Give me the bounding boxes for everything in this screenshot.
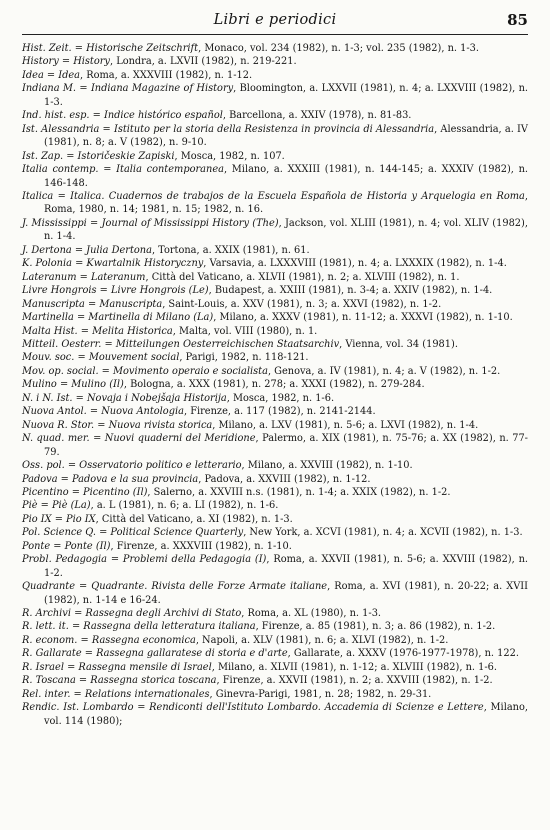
periodical-entry: History = History, Londra, a. LXVII (1982), n. 219-221. <box>22 56 297 68</box>
periodical-entry: Oss. pol. = Osservatorio politico e letterario, Milano, a. XXVIII (1982), n. 1-10. <box>22 460 413 472</box>
periodical-entry: K. Polonia = Kwartalnik Historyczny, Varsavia, a. LXXXVIII (1981), n. 4; a. LXXXIX (1982), n. 1-4. <box>22 258 507 270</box>
entry-full-title: Movimento operaio e socialista <box>113 365 268 377</box>
entry-abbreviation: Malta Hist. <box>22 325 78 337</box>
entry-details: , Roma, a. XL (1980), n. 1-3. <box>241 608 382 620</box>
entry-abbreviation: Rendic. Ist. Lombardo <box>22 702 134 714</box>
entry-details: , Milano, vol. 114 (1980); <box>44 702 528 727</box>
periodical-entry: R. Gallarate = Rassegna gallaratese di storia e d'arte, Gallarate, a. XXXV (1976-1977-1978), n. 122. <box>22 648 519 660</box>
entry-abbreviation: R. Israel <box>22 661 64 673</box>
entry-details: , Tortona, a. XXIX (1981), n. 61. <box>151 244 310 256</box>
periodical-entry: Picentino = Picentino (Il), Salerno, a. XXVIII n.s. (1981), n. 1-4; a. XXIX (1982), n. 1-2. <box>22 486 451 498</box>
entry-full-title: Italia contemporanea <box>116 164 224 176</box>
entry-abbreviation: Italia contemp. <box>22 164 99 176</box>
entry-details: , Roma, a. XXVII (1981), n. 5-6; a. XXVIII (1982), n. 1-2. <box>44 554 529 579</box>
entry-details: , Milano, a. XLVII (1981), n. 1-12; a. XLVIII (1982), n. 1-6. <box>211 661 498 673</box>
entry-full-title: Nuova rivista storica <box>108 419 213 431</box>
periodical-entry: Padova = Padova e la sua provincia, Padova, a. XXVIII (1982), n. 1-12. <box>22 473 371 485</box>
periodical-entry: Quadrante = Quadrante. Rivista delle Forze Armate italiane, Roma, a. XVI (1981), n. 20-22; a. XVII (1982), n. 1-14 e 16-24. <box>22 581 529 606</box>
entry-abbreviation: Quadrante <box>22 581 76 593</box>
entry-full-title: Rendiconti dell'Istituto Lombardo. Accademia di Scienze e Lettere <box>149 702 484 714</box>
entry-abbreviation: Probl. Pedagogia <box>22 554 108 566</box>
entry-details: , Firenze, a. XXVII (1981), n. 2; a. XXVIII (1982), n. 1-2. <box>216 675 493 687</box>
periodical-entry: Ponte = Ponte (Il), Firenze, a. XXXVIII (1982), n. 1-10. <box>22 540 292 552</box>
entry-details: , Alessandria, a. IV (1981), n. 8; a. V (1982), n. 9-10. <box>44 123 528 149</box>
entry-full-title: Picentino (Il) <box>83 486 148 498</box>
entry-details: , Firenze, a. XXXVIII (1982), n. 1-10. <box>110 540 292 552</box>
periodical-entry: Piè = Piè (La), a. L (1981), n. 6; a. LI (1982), n. 1-6. <box>22 500 279 512</box>
entry-full-title: Relations internationales <box>84 688 210 700</box>
entry-full-title: Rassegna mensile di Israel <box>78 661 212 673</box>
entry-full-title: Ponte (Il) <box>64 540 111 552</box>
entry-abbreviation: Indiana M. <box>22 83 77 95</box>
entry-details: , Parigi, 1982, n. 118-121. <box>179 352 309 364</box>
entry-details: , Città del Vaticano, a. XLVII (1981), n. 2; a. XLVIII (1982), n. 1. <box>145 271 460 283</box>
entry-abbreviation: Manuscripta <box>22 298 85 310</box>
entry-details: , Roma, a. XVI (1981), n. 20-22; a. XVII (1982), n. 1-14 e 16-24. <box>44 581 529 606</box>
entry-details: , Milano, a. XXVIII (1982), n. 1-10. <box>241 460 413 472</box>
periodical-entry: J. Dertona = Julia Dertona, Tortona, a. XXIX (1981), n. 61. <box>22 244 310 256</box>
entry-full-title: Rassegna gallaratese di storia e d'arte <box>96 648 288 660</box>
entry-abbreviation: Ist. Zap. <box>22 150 64 162</box>
periodical-entry: Martinella = Martinella di Milano (La), Milano, a. XXXV (1981), n. 11-12; a. XXXVI (1982), n. 1-10. <box>22 312 513 324</box>
entry-full-title: Julia Dertona <box>86 244 152 256</box>
periodical-entry: Ist. Zap. = Istoričeskie Zapiski, Mosca, 1982, n. 107. <box>22 150 285 162</box>
running-title: Libri e periodici <box>213 12 337 28</box>
entry-details: , Jackson, vol. XLIII (1981), n. 4; vol. XLIV (1982), n. 1-4. <box>44 217 528 243</box>
periodical-entry: Mouv. soc. = Mouvement social, Parigi, 1982, n. 118-121. <box>22 352 309 364</box>
periodical-entry: Nuova R. Stor. = Nuova rivista storica, Milano, a. LXV (1981), n. 5-6; a. LXVI (1982), n. 1-4. <box>22 419 479 431</box>
periodical-entry: Pio IX = Pio IX, Città del Vaticano, a. XI (1982), n. 1-3. <box>22 513 293 525</box>
entry-details: , Bologna, a. XXX (1981), n. 278; a. XXXI (1982), n. 279-284. <box>123 379 425 391</box>
entry-full-title: Rassegna degli Archivi di Stato <box>85 608 242 620</box>
entry-abbreviation: Mulino <box>22 379 57 391</box>
entry-abbreviation: Hist. Zeit. <box>22 43 72 54</box>
periodical-entry: Ind. hist. esp. = Indice histórico español, Barcellona, a. XXIV (1978), n. 81-83. <box>22 110 412 122</box>
entry-details: , Genova, a. IV (1981), n. 4; a. V (1982), n. 1-2. <box>267 365 501 377</box>
entry-full-title: Martinella di Milano (La) <box>88 312 214 324</box>
entry-abbreviation: R. Gallarate <box>22 648 82 660</box>
entry-abbreviation: Mouv. soc. <box>22 352 75 364</box>
entry-full-title: Lateranum <box>90 271 146 283</box>
periodical-entry: Hist. Zeit. = Historische Zeitschrift, Monaco, vol. 234 (1982), n. 1-3; vol. 235 (1982), n. 1-3. <box>22 43 479 54</box>
entry-details: , Milano, a. XXXV (1981), n. 11-12; a. XXXVI (1982), n. 1-10. <box>213 312 513 324</box>
entry-abbreviation: J. Mississippi <box>22 217 87 229</box>
page-number: 85 <box>507 11 528 29</box>
entry-abbreviation: Pol. Science Q. <box>22 527 96 539</box>
entry-abbreviation: Picentino <box>22 486 69 498</box>
periodical-entry: N. quad. mer. = Nuovi quaderni del Meridione, Palermo, a. XIX (1981), n. 75-76; a. XX (1982), n. 77-79. <box>22 433 528 458</box>
periodical-entry: Rendic. Ist. Lombardo = Rendiconti dell'Istituto Lombardo. Accademia di Scienze e Lettere, Milano, vol. 114 (1980); <box>22 702 528 727</box>
entry-abbreviation: N. quad. mer. <box>22 433 90 445</box>
entry-full-title: Nuovi quaderni del Meridione <box>104 433 256 445</box>
running-header <box>22 10 528 35</box>
entry-abbreviation: Oss. pol. <box>22 460 65 472</box>
entry-abbreviation: Idea <box>22 69 44 81</box>
periodical-entry: R. Toscana = Rassegna storica toscana, Firenze, a. XXVII (1981), n. 2; a. XXVIII (1982), n. 1-2. <box>22 675 493 687</box>
entry-details: , Ginevra-Parigi, 1981, n. 28; 1982, n. 29-31. <box>209 688 432 700</box>
entry-abbreviation: Pio IX <box>22 513 52 525</box>
entry-full-title: Padova e la sua provincia <box>71 473 199 485</box>
entry-abbreviation: Ind. hist. esp. <box>22 110 90 122</box>
entry-full-title: Mouvement social <box>88 352 180 364</box>
periodical-entry: Lateranum = Lateranum, Città del Vaticano, a. XLVII (1981), n. 2; a. XLVIII (1982), n. 1. <box>22 271 460 283</box>
periodical-entry: J. Mississippi = Journal of Mississippi History (The), Jackson, vol. XLIII (1981), n. 4; vol. XLIV (1982), n. 1-4. <box>22 217 528 243</box>
periodical-entry: Pol. Science Q. = Political Science Quarterly, New York, a. XCVI (1981), n. 4; a. XCVII (1982), n. 1-3. <box>22 527 523 539</box>
entry-abbreviation: Mitteil. Oesterr. <box>22 338 102 350</box>
entry-full-title: Mitteilungen Oesterreichischen Staatsarchiv <box>115 338 340 350</box>
entry-full-title: Journal of Mississippi History (The) <box>101 217 279 229</box>
periodical-entry: R. Archivi = Rassegna degli Archivi di Stato, Roma, a. XL (1980), n. 1-3. <box>22 608 382 620</box>
periodical-entry: Livre Hongrois = Livre Hongrois (Le), Budapest, a. XXIII (1981), n. 3-4; a. XXIV (1982), n. 1-4. <box>22 285 493 297</box>
entry-abbreviation: N. i N. Ist. <box>22 392 73 404</box>
periodical-entry: Italia contemp. = Italia contemporanea, Milano, a. XXXIII (1981), n. 144-145; a. XXXIV (1982), n. 146-148. <box>22 164 528 189</box>
periodical-entry: Malta Hist. = Melita Historica, Malta, vol. VIII (1980), n. 1. <box>22 325 318 337</box>
entry-details: , Budapest, a. XXIII (1981), n. 3-4; a. XXIV (1982), n. 1-4. <box>208 285 493 297</box>
entry-abbreviation: Lateranum <box>22 271 77 283</box>
periodical-entry: R. Israel = Rassegna mensile di Israel, Milano, a. XLVII (1981), n. 1-12; a. XLVIII (1982), n. 1-6. <box>22 661 498 673</box>
entry-full-title: Rassegna economica <box>91 634 196 646</box>
periodical-entry: Mov. op. social. = Movimento operaio e socialista, Genova, a. IV (1981), n. 4; a. V (1982), n. 1-2. <box>22 365 501 377</box>
entry-details: , Roma, 1980, n. 14; 1981, n. 15; 1982, n. 16. <box>44 190 529 216</box>
entry-abbreviation: Ponte <box>22 540 51 552</box>
entry-details: , Londra, a. LXVII (1982), n. 219-221. <box>109 56 297 68</box>
entry-full-title: Historische Zeitschrift <box>86 43 199 54</box>
entry-details: , Varsavia, a. LXXXVIII (1981), n. 4; a. LXXXIX (1982), n. 1-4. <box>203 258 507 270</box>
entry-full-title: Nuova Antologia <box>101 406 184 418</box>
entry-details: , Barcellona, a. XXIV (1978), n. 81-83. <box>222 110 412 122</box>
periodical-entry: Ist. Alessandria = Istituto per la storia della Resistenza in provincia di Alessandria, Alessandria, a. IV (1981), n. 8; a. V (1982), n. 9-10. <box>22 123 528 149</box>
entry-full-title: Piè (La) <box>51 500 91 512</box>
entry-full-title: History <box>73 56 110 68</box>
entry-details: , Città del Vaticano, a. XI (1982), n. 1-3. <box>95 513 293 525</box>
entry-details: , a. L (1981), n. 6; a. LI (1982), n. 1-6. <box>90 500 279 512</box>
entry-details: , Monaco, vol. 234 (1982), n. 1-3; vol. 235 (1982), n. 1-3. <box>198 43 479 54</box>
entry-full-title: Rassegna storica toscana <box>90 675 217 687</box>
periodical-entry: Mitteil. Oesterr. = Mitteilungen Oesterreichischen Staatsarchiv, Vienna, vol. 34 (1981). <box>22 338 458 350</box>
periodical-entry: Idea = Idea, Roma, a. XXXVIII (1982), n. 1-12. <box>22 69 253 81</box>
entry-full-title: Istoričeskie Zapiski <box>77 150 175 162</box>
entry-details: , Mosca, 1982, n. 1-6. <box>226 392 335 404</box>
entry-full-title: Mulino (Il) <box>71 379 124 391</box>
entry-full-title: Livre Hongrois (Le) <box>110 285 209 297</box>
entry-details: , Gallarate, a. XXXV (1976-1977-1978), n. 122. <box>287 648 519 660</box>
periodical-entry: R. lett. it. = Rassegna della letteratura italiana, Firenze, a. 85 (1981), n. 3; a. 86 (1982), n. 1-2. <box>22 621 496 633</box>
periodical-entry: Indiana M. = Indiana Magazine of History, Bloomington, a. LXXVII (1981), n. 4; a. LXXVIII (1982), n. 1-3. <box>22 83 529 108</box>
entry-details: , Napoli, a. XLV (1981), n. 6; a. XLVI (1982), n. 1-2. <box>195 634 449 646</box>
entry-details: , Padova, a. XXVIII (1982), n. 1-12. <box>198 473 371 485</box>
periodical-entry: Rel. inter. = Relations internationales, Ginevra-Parigi, 1981, n. 28; 1982, n. 29-31. <box>22 688 432 700</box>
entry-details: , New York, a. XCVI (1981), n. 4; a. XCVII (1982), n. 1-3. <box>243 527 523 539</box>
entry-abbreviation: Mov. op. social. <box>22 365 99 377</box>
entry-full-title: Novaja i Nobejšaja Historija <box>86 392 227 404</box>
entry-abbreviation: Ist. Alessandria <box>22 123 100 135</box>
entry-abbreviation: Martinella <box>22 312 74 324</box>
entry-full-title: Indice histórico español <box>103 110 223 122</box>
entry-abbreviation: Italica <box>22 190 54 202</box>
entry-abbreviation: Padova <box>22 473 58 485</box>
entry-abbreviation: J. Dertona <box>22 244 72 256</box>
entry-details: , Milano, a. LXV (1981), n. 5-6; a. LXVI (1982), n. 1-4. <box>212 419 479 431</box>
entry-full-title: Kwartalnik Historyczny <box>86 258 204 270</box>
entry-full-title: Political Science Quarterly <box>110 527 244 539</box>
entry-abbreviation: R. econom. <box>22 634 78 646</box>
entry-details: , Malta, vol. VIII (1980), n. 1. <box>172 325 318 337</box>
entry-abbreviation: Livre Hongrois <box>22 285 97 297</box>
entry-full-title: Quadrante. Rivista delle Forze Armate italiane <box>91 581 328 593</box>
periodical-entry: Manuscripta = Manuscripta, Saint-Louis, a. XXV (1981), n. 3; a. XXVI (1982), n. 1-2. <box>22 298 442 310</box>
periodicals-list <box>22 42 528 728</box>
entry-details: , Firenze, a. 85 (1981), n. 3; a. 86 (1982), n. 1-2. <box>255 621 496 633</box>
periodical-entry: Probl. Pedagogia = Problemi della Pedagogia (I), Roma, a. XXVII (1981), n. 5-6; a. XXVIII (1982), n. 1-2. <box>22 554 529 579</box>
entry-abbreviation: K. Polonia <box>22 258 72 270</box>
entry-abbreviation: History <box>22 56 59 68</box>
entry-details: , Vienna, vol. 34 (1981). <box>339 338 458 350</box>
entry-full-title: Idea <box>58 69 80 81</box>
entry-full-title: Pio IX <box>66 513 96 525</box>
entry-details: , Milano, a. XXXIII (1981), n. 144-145; a. XXXIV (1982), n. 146-148. <box>44 164 528 189</box>
periodical-entry: Italica = Italica. Cuadernos de trabajos de la Escuela Española de Historia y Arquelogia en Roma, Roma, 1980, n. 14; 1981, n. 15; 1982, n. 16. <box>22 190 529 216</box>
periodical-entry: R. econom. = Rassegna economica, Napoli, a. XLV (1981), n. 6; a. XLVI (1982), n. 1-2. <box>22 634 449 646</box>
entry-full-title: Indiana Magazine of History <box>90 83 234 95</box>
entry-full-title: Istituto per la storia della Resistenza in provincia di Alessandria <box>113 123 435 135</box>
entry-abbreviation: R. Toscana <box>22 675 76 687</box>
entry-full-title: Melita Historica <box>92 325 173 337</box>
entry-full-title: Manuscripta <box>99 298 163 310</box>
periodical-entry: N. i N. Ist. = Novaja i Nobejšaja Historija, Mosca, 1982, n. 1-6. <box>22 392 335 404</box>
entry-details: , Roma, a. XXXVIII (1982), n. 1-12. <box>80 69 253 81</box>
entry-details: , Mosca, 1982, n. 107. <box>174 150 285 162</box>
entry-full-title: Italica. Cuadernos de trabajos de la Escuela Española de Historia y Arquelogia en Roma <box>70 190 525 202</box>
entry-abbreviation: Nuova Antol. <box>22 406 87 418</box>
entry-abbreviation: Piè <box>22 500 38 512</box>
entry-abbreviation: R. Archivi <box>22 608 71 620</box>
periodical-entry: Mulino = Mulino (Il), Bologna, a. XXX (1981), n. 278; a. XXXI (1982), n. 279-284. <box>22 379 425 391</box>
entry-abbreviation: R. lett. it. <box>22 621 69 633</box>
entry-details: , Firenze, a. 117 (1982), n. 2141-2144. <box>183 406 376 418</box>
entry-full-title: Problemi della Pedagogia (I) <box>122 554 267 566</box>
entry-details: , Salerno, a. XXVIII n.s. (1981), n. 1-4; a. XXIX (1982), n. 1-2. <box>147 486 451 498</box>
entry-details: , Palermo, a. XIX (1981), n. 75-76; a. XX (1982), n. 77-79. <box>44 433 528 458</box>
periodical-entry: Nuova Antol. = Nuova Antologia, Firenze, a. 117 (1982), n. 2141-2144. <box>22 406 376 418</box>
entry-full-title: Osservatorio politico e letterario <box>79 460 242 472</box>
entry-abbreviation: Nuova R. Stor. <box>22 419 95 431</box>
entry-details: , Bloomington, a. LXXVII (1981), n. 4; a. LXXVIII (1982), n. 1-3. <box>44 83 529 108</box>
entry-abbreviation: Rel. inter. <box>22 688 71 700</box>
entry-full-title: Rassegna della letteratura italiana <box>83 621 256 633</box>
entry-details: , Saint-Louis, a. XXV (1981), n. 3; a. XXVI (1982), n. 1-2. <box>162 298 442 310</box>
